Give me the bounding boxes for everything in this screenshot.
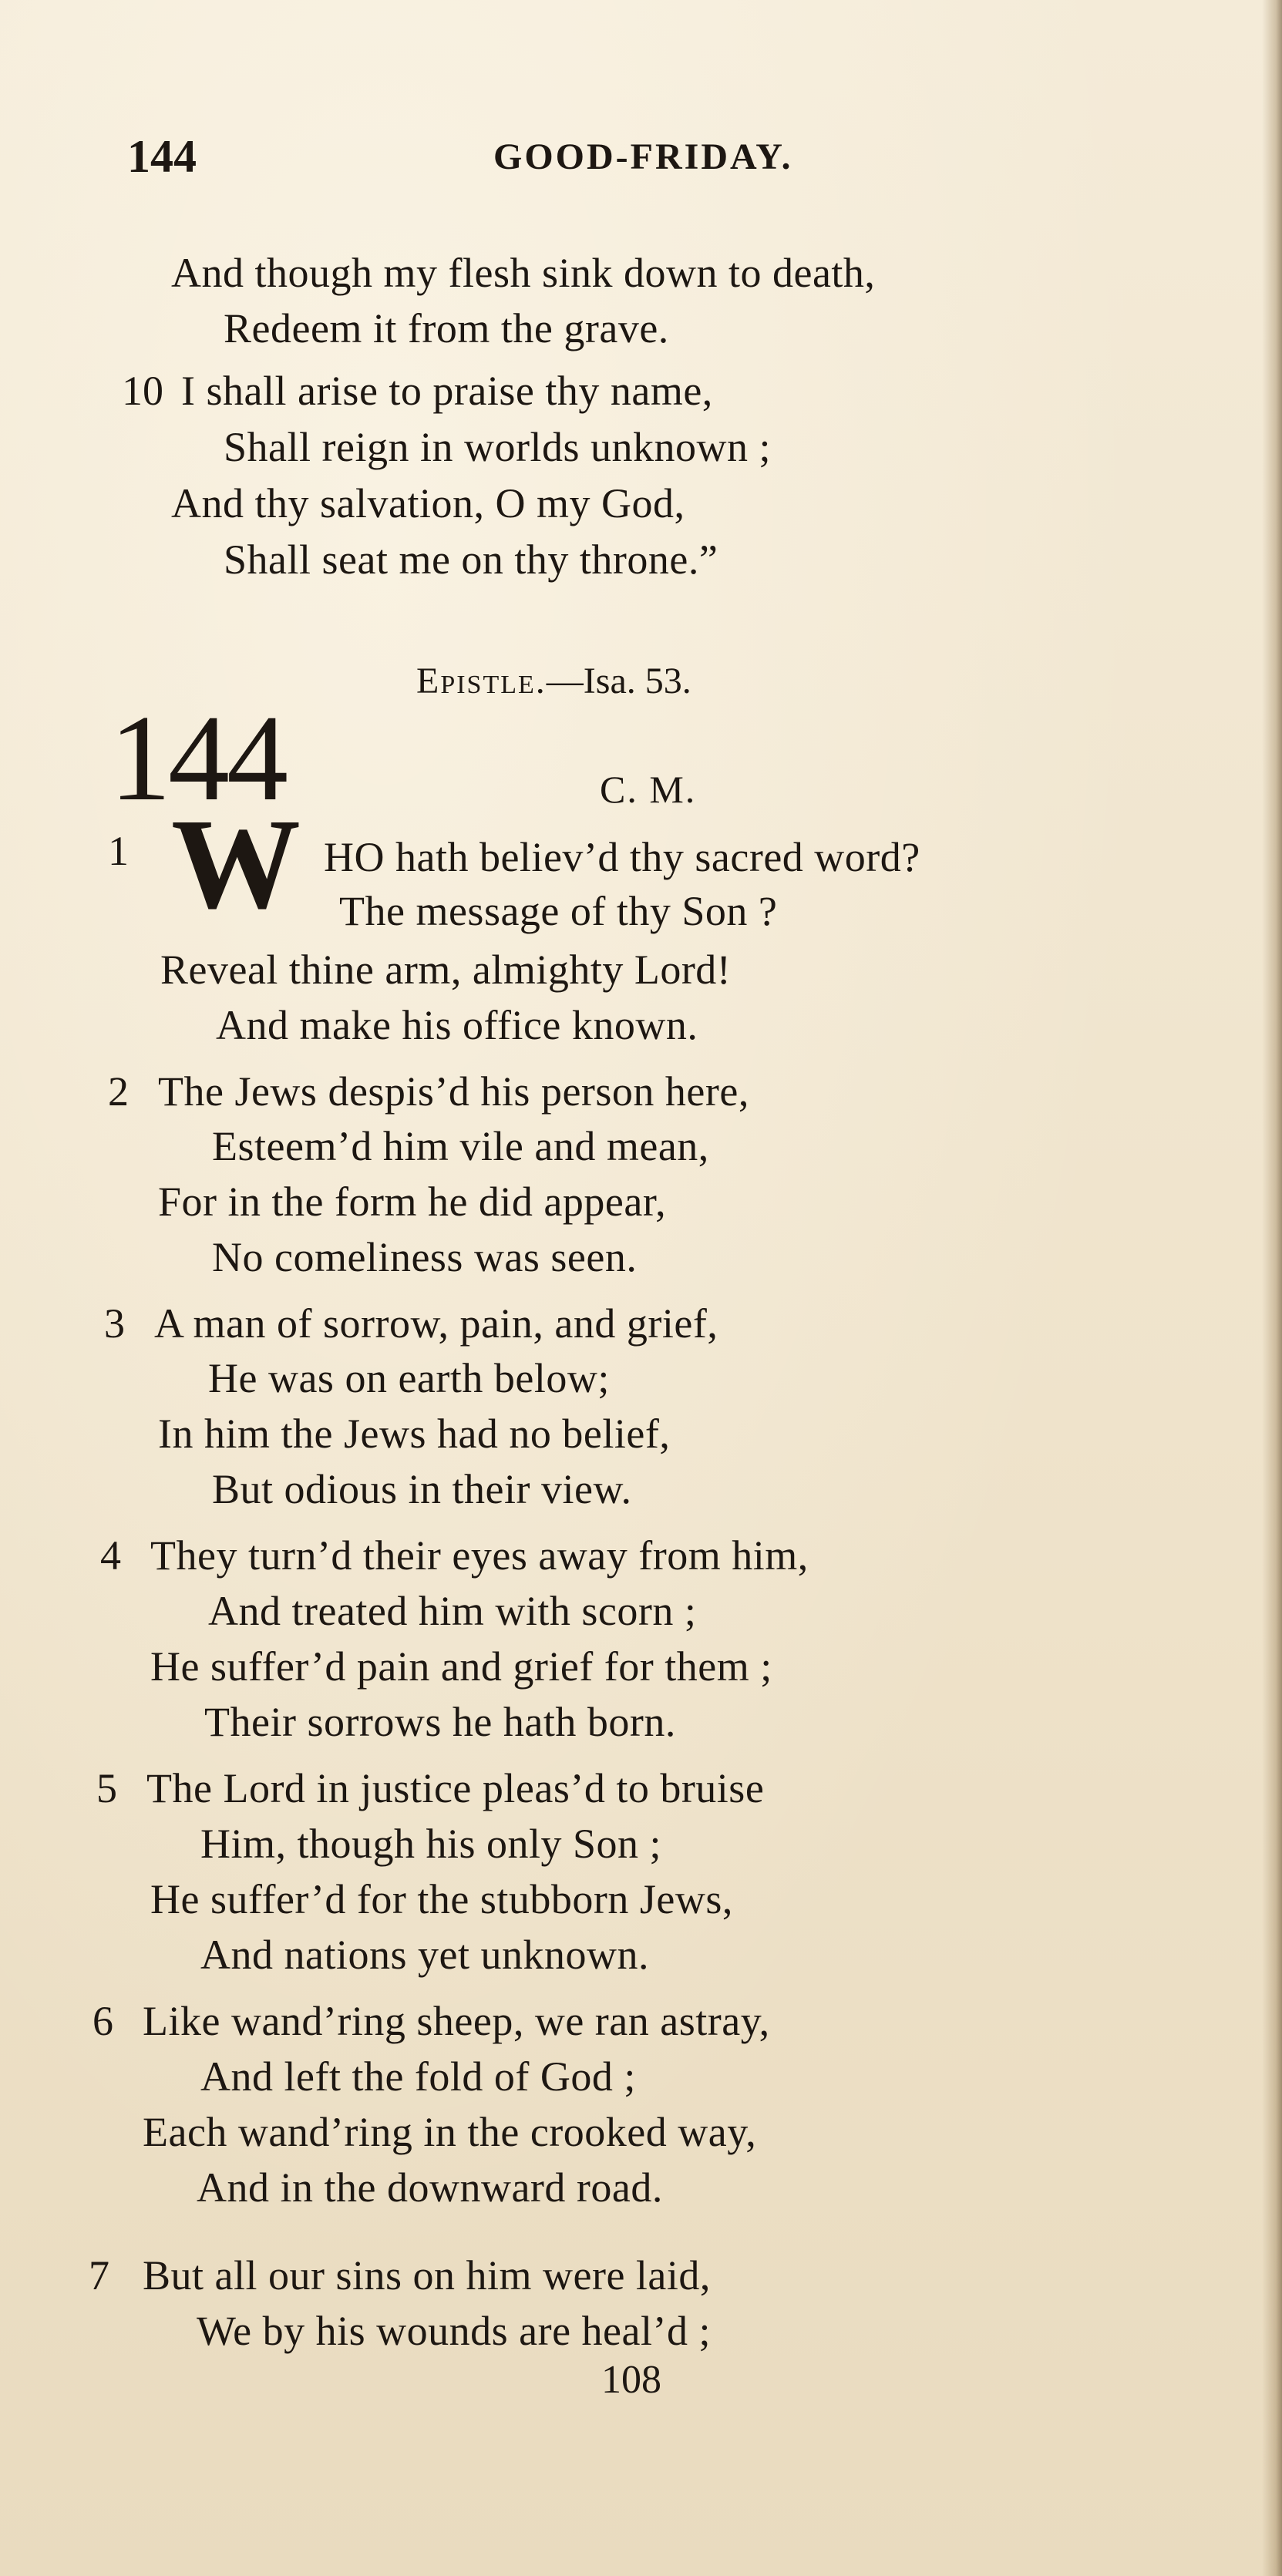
hymn-line: Redeem it from the grave. [224, 305, 669, 351]
hymn-line: Reveal thine arm, almighty Lord! [160, 947, 732, 993]
hymn-meter: C. M. [600, 768, 697, 811]
hymn-line: No comeliness was seen. [212, 1234, 638, 1280]
verse-number: 2 [108, 1068, 129, 1115]
hymn-line: Esteem’d him vile and mean, [212, 1123, 709, 1169]
epistle-label: Epistle. [416, 661, 547, 701]
hymn-line: HO hath believ’d thy sacred word? [324, 834, 920, 880]
hymn-line: And in the downward road. [197, 2164, 663, 2211]
verse-number: 6 [93, 1998, 113, 2044]
running-page-number: 144 [127, 131, 197, 182]
verse-number: 7 [89, 2252, 109, 2299]
hymn-line: A man of sorrow, pain, and grief, [154, 1300, 718, 1347]
hymn-line: But all our sins on him were laid, [143, 2252, 711, 2299]
hymn-line: Him, though his only Son ; [200, 1821, 662, 1867]
signature-number: 108 [601, 2358, 661, 2402]
verse-number: 10 [122, 368, 163, 414]
hymn-line: And make his office known. [216, 1002, 698, 1048]
hymn-number: 144 [109, 689, 285, 826]
verse-number: 1 [108, 828, 129, 874]
hymn-line: The Jews despis’d his person here, [158, 1068, 749, 1115]
hymn-line: I shall arise to praise thy name, [181, 368, 713, 414]
hymn-line: But odious in their view. [212, 1466, 632, 1512]
hymn-line: Shall reign in worlds unknown ; [224, 424, 771, 470]
page-edge-shadow [1262, 0, 1282, 2576]
hymn-line: We by his wounds are heal’d ; [197, 2308, 711, 2354]
hymn-line: The Lord in justice pleas’d to bruise [146, 1765, 765, 1811]
verse-number: 5 [96, 1765, 117, 1811]
hymn-line: Like wand’ring sheep, we ran astray, [143, 1998, 770, 2044]
hymn-line: For in the form he did appear, [158, 1179, 667, 1225]
hymn-line: Their sorrows he hath born. [204, 1699, 676, 1745]
hymn-line: And left the fold of God ; [200, 2053, 636, 2100]
epistle-reference: —Isa. 53. [546, 661, 691, 701]
verse-number: 3 [104, 1300, 125, 1347]
hymn-line: And though my flesh sink down to death, [171, 250, 876, 296]
hymn-line: He suffer’d for the stubborn Jews, [150, 1876, 733, 1922]
hymn-line: And treated him with scorn ; [208, 1588, 697, 1634]
verse-number: 4 [100, 1532, 121, 1579]
hymn-line: The message of thy Son ? [339, 888, 778, 934]
hymn-line: In him the Jews had no belief, [158, 1411, 671, 1457]
hymn-line: He was on earth below; [208, 1355, 610, 1401]
hymn-line: And nations yet unknown. [200, 1932, 649, 1978]
hymn-line: Shall seat me on thy throne.” [224, 536, 718, 583]
drop-cap: W [171, 792, 296, 936]
epistle-heading [416, 657, 691, 706]
hymn-line: They turn’d their eyes away from him, [150, 1532, 809, 1579]
hymn-line: He suffer’d pain and grief for them ; [150, 1643, 772, 1690]
hymn-line: And thy salvation, O my God, [171, 480, 685, 526]
running-title: GOOD-FRIDAY. [493, 136, 793, 177]
hymn-line: Each wand’ring in the crooked way, [143, 2109, 757, 2155]
